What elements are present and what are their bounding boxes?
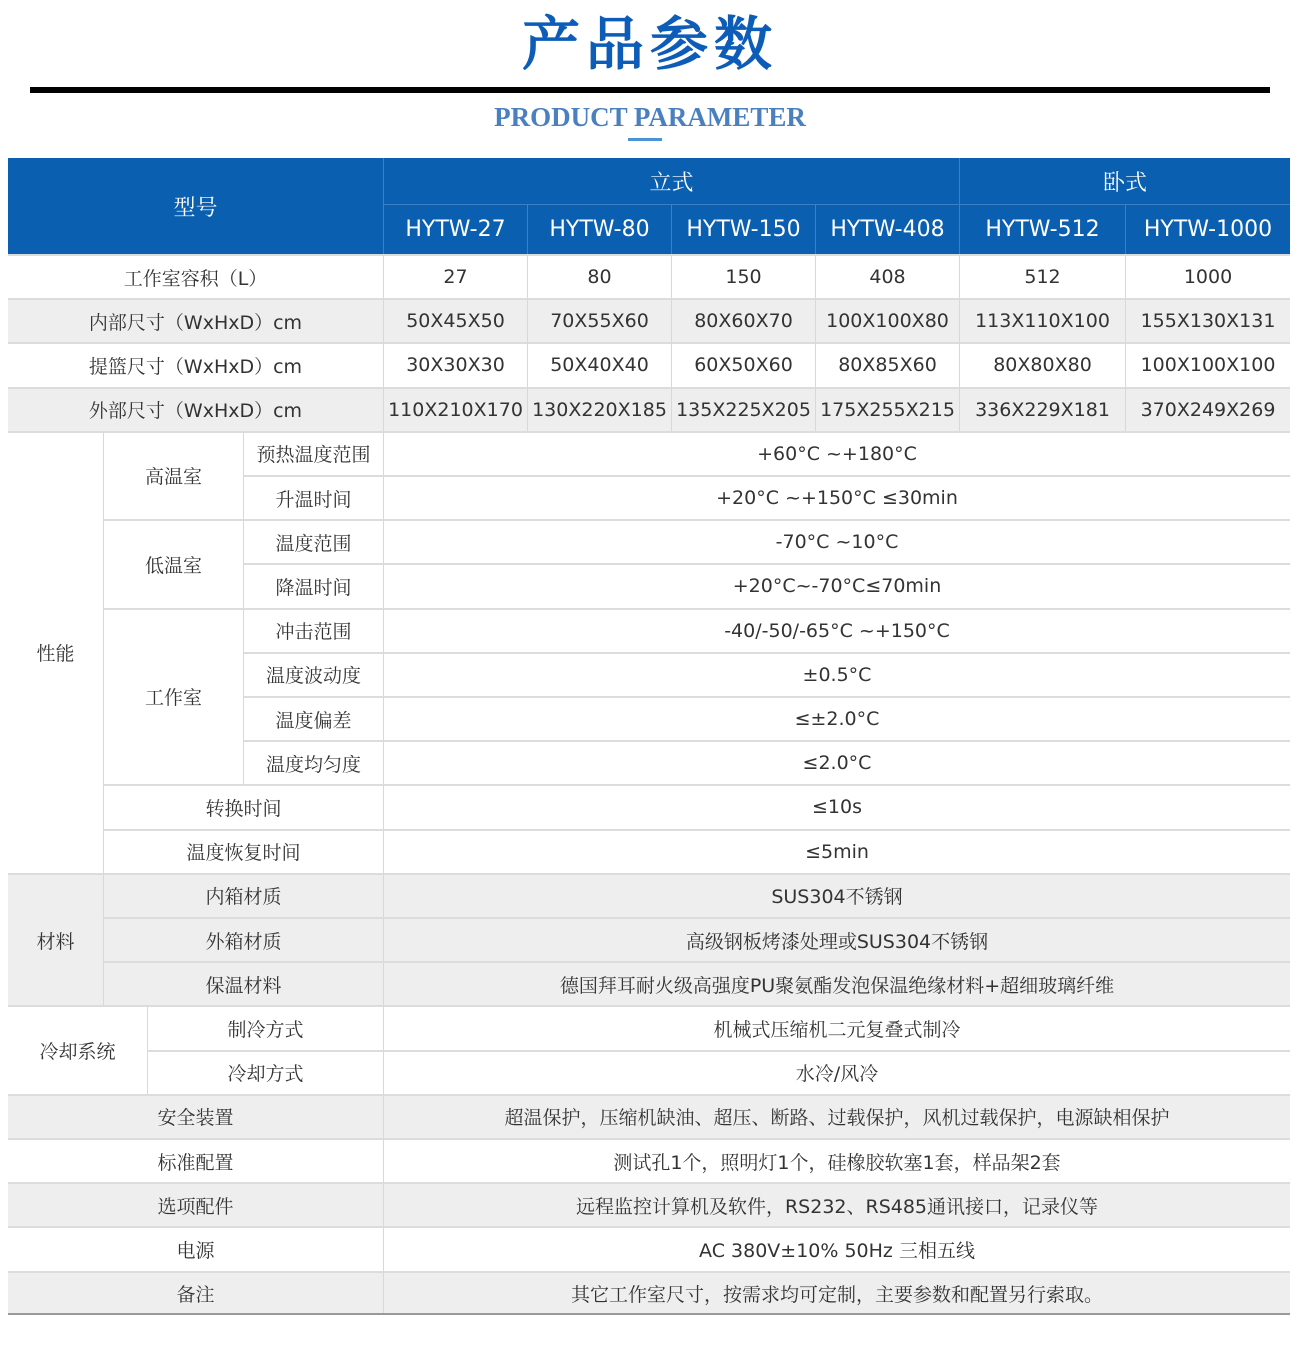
param-value: ≤2.0°C [383,740,1290,784]
param-value: ≤5min [383,829,1290,873]
param-label: 冷却方式 [147,1050,383,1094]
spec-value: 370X249X269 [1125,387,1290,431]
param-value: 水冷/风冷 [383,1050,1290,1094]
subcategory-high-temp: 高温室 [103,431,243,519]
param-value: ±0.5°C [383,652,1290,696]
param-value: ≤10s [383,784,1290,828]
spec-value: 130X220X185 [527,387,671,431]
spec-value: 30X30X30 [383,342,527,386]
param-value: ≤±2.0°C [383,696,1290,740]
param-label: 冲击范围 [243,608,383,652]
general-row-label: 选项配件 [8,1182,383,1226]
param-label: 温度范围 [243,519,383,563]
spec-value: 113X110X100 [959,298,1125,342]
param-value: +20°C~-70°C≤70min [383,563,1290,607]
param-label: 外箱材质 [103,917,383,961]
spec-value: 100X100X80 [815,298,959,342]
spec-value: 27 [383,254,527,298]
header-model-label: 型号 [8,158,383,254]
category-materials: 材料 [8,873,103,1006]
spec-value: 1000 [1125,254,1290,298]
spec-value: 80X60X70 [671,298,815,342]
param-label: 保温材料 [103,961,383,1005]
category-performance: 性能 [8,431,103,873]
spec-row-label: 外部尺寸（WxHxD）cm [8,387,383,431]
param-label: 降温时间 [243,563,383,607]
header-model: HYTW-512 [959,204,1125,254]
spec-value: 175X255X215 [815,387,959,431]
spec-value: 408 [815,254,959,298]
page-subtitle: PRODUCT PARAMETER [494,102,806,132]
param-label: 转换时间 [103,784,383,828]
general-row-value: 超温保护，压缩机缺油、超压、断路、过载保护，风机过载保护，电源缺相保护 [383,1094,1290,1138]
param-label: 升温时间 [243,475,383,519]
spec-value: 50X40X40 [527,342,671,386]
category-cooling: 冷却系统 [8,1005,147,1093]
general-row-label: 标准配置 [8,1138,383,1182]
param-label: 温度恢复时间 [103,829,383,873]
spec-value: 50X45X50 [383,298,527,342]
spec-row-label: 工作室容积（L） [8,254,383,298]
general-row-label: 电源 [8,1226,383,1270]
spec-value: 336X229X181 [959,387,1125,431]
param-value: SUS304不锈钢 [383,873,1290,917]
general-row-value: AC 380V±10% 50Hz 三相五线 [383,1226,1290,1270]
page-title: 产品参数 [521,10,778,78]
param-value: -70°C ~10°C [383,519,1290,563]
spec-value: 80X80X80 [959,342,1125,386]
general-row-value: 远程监控计算机及软件，RS232、RS485通讯接口，记录仪等 [383,1182,1290,1226]
general-row-label: 备注 [8,1271,383,1315]
header-group-horizontal: 卧式 [959,158,1290,204]
subcategory-low-temp: 低温室 [103,519,243,607]
title-divider [30,87,1270,93]
param-value: 高级钢板烤漆处理或SUS304不锈钢 [383,917,1290,961]
spec-value: 512 [959,254,1125,298]
param-label: 内箱材质 [103,873,383,917]
param-value: +60°C ~+180°C [383,431,1290,475]
spec-row-label: 提篮尺寸（WxHxD）cm [8,342,383,386]
param-label: 温度均匀度 [243,740,383,784]
general-row-value: 其它工作室尺寸，按需求均可定制，主要参数和配置另行索取。 [383,1271,1290,1315]
param-value: 机械式压缩机二元复叠式制冷 [383,1005,1290,1049]
spec-value: 60X50X60 [671,342,815,386]
general-row-label: 安全装置 [8,1094,383,1138]
header-group-vertical: 立式 [383,158,959,204]
param-label: 制冷方式 [147,1005,383,1049]
spec-row-label: 内部尺寸（WxHxD）cm [8,298,383,342]
spec-value: 135X225X205 [671,387,815,431]
param-label: 温度偏差 [243,696,383,740]
param-value: 德国拜耳耐火级高强度PU聚氨酯发泡保温绝缘材料+超细玻璃纤维 [383,961,1290,1005]
spec-value: 80 [527,254,671,298]
param-value: +20°C ~+150°C ≤30min [383,475,1290,519]
header-model: HYTW-80 [527,204,671,254]
table-bottom-border [8,1313,1290,1315]
param-value: -40/-50/-65°C ~+150°C [383,608,1290,652]
header-model: HYTW-408 [815,204,959,254]
header-model: HYTW-1000 [1125,204,1290,254]
spec-value: 155X130X131 [1125,298,1290,342]
header-model: HYTW-27 [383,204,527,254]
spec-value: 150 [671,254,815,298]
subtitle-underline [628,138,662,141]
spec-value: 80X85X60 [815,342,959,386]
subcategory-work-room: 工作室 [103,608,243,785]
general-row-value: 测试孔1个，照明灯1个，硅橡胶软塞1套，样品架2套 [383,1138,1290,1182]
param-label: 温度波动度 [243,652,383,696]
param-label: 预热温度范围 [243,431,383,475]
header-model: HYTW-150 [671,204,815,254]
spec-value: 70X55X60 [527,298,671,342]
spec-value: 100X100X100 [1125,342,1290,386]
spec-value: 110X210X170 [383,387,527,431]
